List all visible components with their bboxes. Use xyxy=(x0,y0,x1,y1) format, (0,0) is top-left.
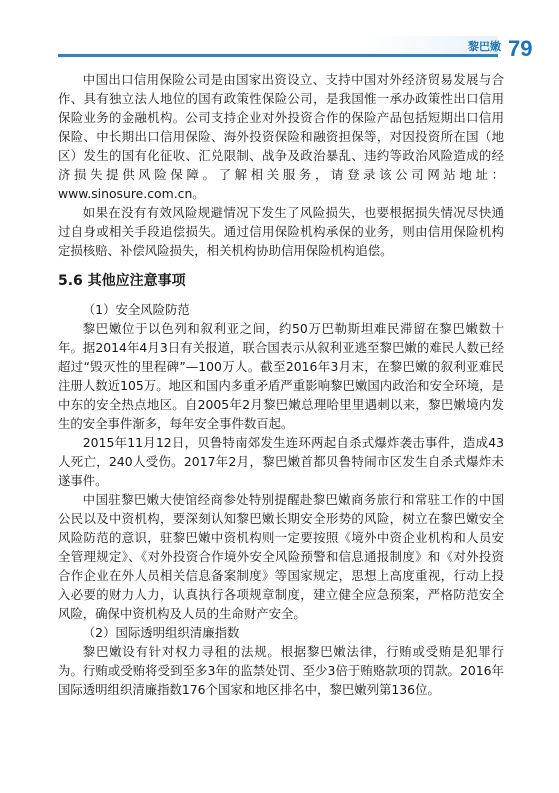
paragraph-security-incidents: 2015年11月12日，贝鲁特南郊发生连环两起自杀式爆炸袭击事件，造成43人死亡，240人受伤。2017年2月，黎巴嫩首都贝鲁特闹市区发生自杀式爆炸未遂事件。 xyxy=(58,435,504,488)
subsection-heading-transparency: （2）国际透明组织清廉指数 xyxy=(82,625,240,640)
paragraph-transparency: 黎巴嫩设有针对权力寻租的法规。根据黎巴嫩法律，行贿或受贿是犯罪行为。行贿或受贿将受到至多3年的监禁处罚、至少3倍于贿赂款项的罚款。2016年国际透明组织清廉指数176个国家和地区排名中，黎巴嫩列第136位。 xyxy=(58,644,504,697)
paragraph-security-advice: 中国驻黎巴嫩大使馆经商参处特别提醒赴黎巴嫩商务旅行和常驻工作的中国公民以及中资机构，要深刻认知黎巴嫩长期安全形势的风险，树立在黎巴嫩安全风险防范的意识，驻黎巴嫩中资机构则一定要按照《境外中资企业机构和人员安全管理规定》、《对外投资合作境外安全风险预警和信息通报制度》和《对外投资合作企业在外人员相关信息备案制度》等国家规定，思想上高度重视，行动上投入必要的财力人力，认真执行各项规章制度，建立健全应急预案，严格防范安全风险，确保中资机构及人员的生命财产安全。 xyxy=(58,492,504,621)
paragraph-loss-recovery: 如果在没有有效风险规避情况下发生了风险损失，也要根据损失情况尽快通过自身或相关手段追偿损失。通过信用保险机构承保的业务，则由信用保险机构定损核赔、补偿风险损失，相关机构协助信用保险机构追偿。 xyxy=(58,205,504,258)
section-heading: 5.6 其他应注意事项 xyxy=(58,273,186,289)
paragraph-security-background: 黎巴嫩位于以色列和叙利亚之间，约50万巴勒斯坦难民滞留在黎巴嫩数十年。据2014年4月3日有关报道，联合国表示从叙利亚逃至黎巴嫩的难民人数已经超过“毁灭性的里程碑”—100万人。截至2016年3月末，在黎巴嫩的叙利亚难民注册人数近105万。地区和国内多重矛盾严重影响黎巴嫩国内政治和安全环境，是中东的安全热点地区。自2005年2月黎巴嫩总理哈里里遇刺以来，黎巴嫩境内发生的安全事件渐多，每年安全事件数百起。 xyxy=(58,321,504,431)
page-number: 79 xyxy=(508,36,533,61)
running-header-title: 黎巴嫩 xyxy=(468,40,501,53)
page-body xyxy=(58,70,504,699)
header-stripe xyxy=(58,36,498,54)
subsection-heading-security: （1）安全风险防范 xyxy=(82,302,190,317)
header-rule xyxy=(58,54,498,57)
paragraph-sinosure: 中国出口信用保险公司是由国家出资设立、支持中国对外经济贸易发展与合作、具有独立法人地位的国有政策性保险公司，是我国惟一承办政策性出口信用保险业务的金融机构。公司支持企业对外投资合作的保险产品包括短期出口信用保险、中长期出口信用保险、海外投资保险和融资担保等，对因投资所在国（地区）发生的国有化征收、汇兑限制、战争及政治暴乱、违约等政治风险造成的经济损失提供风险保障。了解相关服务，请登录该公司网站地址：www.sinosure.com.cn。 xyxy=(58,72,504,201)
